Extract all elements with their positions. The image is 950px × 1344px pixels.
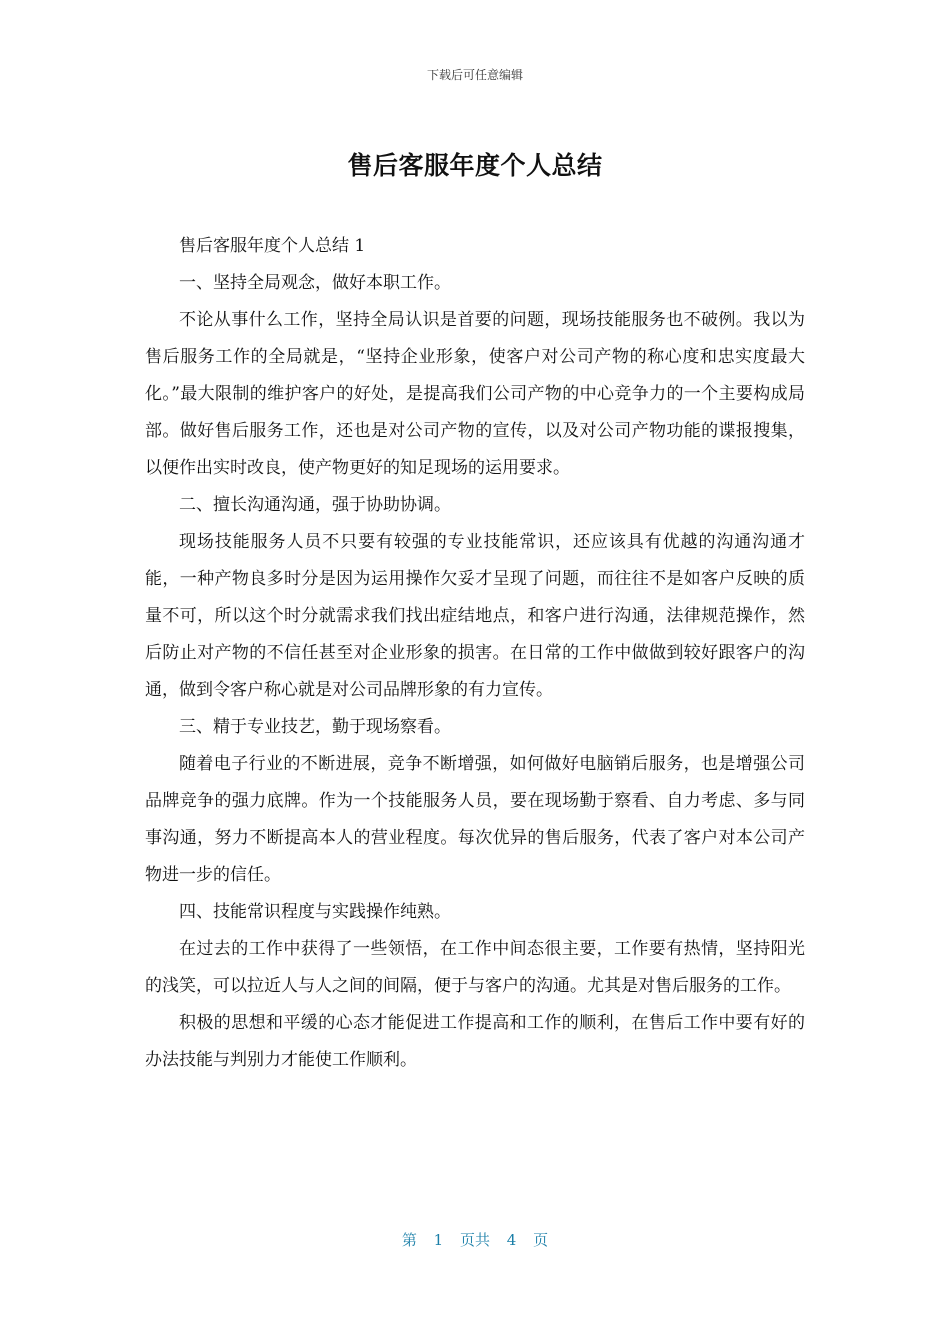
section-heading-3: 三、精于专业技艺，勤于现场察看。 <box>179 717 451 737</box>
footer-label-page: 第 <box>401 1231 417 1249</box>
paragraph-5: 积极的思想和平缓的心态才能促进工作提高和工作的顺利，在售后工作中要有好的办法技能与判别力才能使工作顺利。 <box>145 1013 805 1070</box>
footer-total-pages: 4 <box>506 1231 517 1249</box>
footer-current-page: 1 <box>433 1231 444 1249</box>
section-heading-4: 四、技能常识程度与实践操作纯熟。 <box>179 902 451 922</box>
footer-label-total: 页共 <box>459 1231 490 1249</box>
section-heading-2: 二、擅长沟通沟通，强于协助协调。 <box>179 495 451 515</box>
paragraph-3: 随着电子行业的不断进展，竞争不断增强，如何做好电脑销后服务，也是增强公司品牌竞争的强力底牌。作为一个技能服务人员，要在现场勤于察看、自力考虑、多与同事沟通，努力不断提高本人的营业程度。每次优异的售后服务，代表了客户对本公司产物进一步的信任。 <box>145 754 805 885</box>
document-title: 售后客服年度个人总结 <box>347 151 603 180</box>
paragraph-4: 在过去的工作中获得了一些领悟，在工作中间态很主要，工作要有热情，坚持阳光的浅笑，可以拉近人与人之间的间隔，便于与客户的沟通。尤其是对售后服务的工作。 <box>145 939 805 996</box>
download-note: 下载后可任意编辑 <box>426 68 523 82</box>
paragraph-1: 不论从事什么工作，坚持全局认识是首要的问题，现场技能服务也不破例。我以为售后服务工作的全局就是，“坚持企业形象，使客户对公司产物的称心度和忠实度最大化。”最大限制的维护客户的好处，是提高我们公司产物的中心竞争力的一个主要构成局部。做好售后服务工作，还也是对公司产物的宣传，以及对公司产物功能的谍报搜集，以便作出实时改良，使产物更好的知足现场的运用要求。 <box>145 310 805 478</box>
footer-label-end: 页 <box>533 1231 549 1249</box>
page-footer <box>0 1229 950 1250</box>
paragraph-2: 现场技能服务人员不只要有较强的专业技能常识，还应该具有优越的沟通沟通才能，一种产物良多时分是因为运用操作欠妥才呈现了问题，而往往不是如客户反映的质量不可，所以这个时分就需求我们找出症结地点，和客户进行沟通，法律规范操作，然后防止对产物的不信任甚至对企业形象的损害。在日常的工作中做做到较好跟客户的沟通，做到令客户称心就是对公司品牌形象的有力宣传。 <box>145 532 805 700</box>
section-heading-1: 一、坚持全局观念，做好本职工作。 <box>179 273 451 293</box>
document-body <box>145 228 805 1079</box>
paragraph-subtitle: 售后客服年度个人总结 1 <box>179 236 366 256</box>
